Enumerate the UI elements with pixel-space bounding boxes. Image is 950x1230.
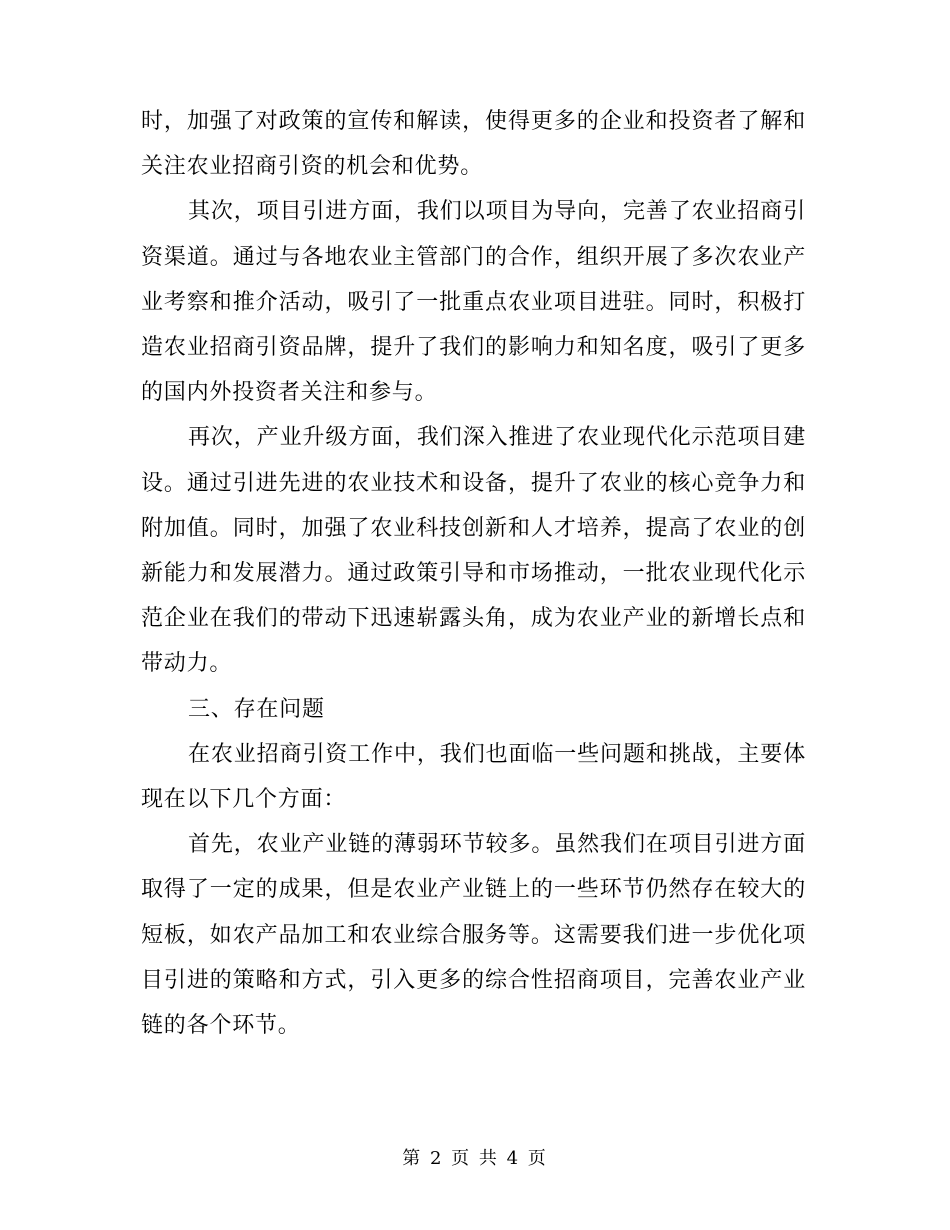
- paragraph-continuation: 时，加强了对政策的宣传和解读，使得更多的企业和投资者了解和关注农业招商引资的机会和优势。: [141, 109, 806, 180]
- document-body: [141, 99, 806, 1048]
- paragraph-industry-upgrade: 再次，产业升级方面，我们深入推进了农业现代化示范项目建设。通过引进先进的农业技术和设备，提升了农业的核心竞争力和附加值。同时，加强了农业科技创新和人才培养，提高了农业的创新能力和发展潜力。通过政策引导和市场推动，一批农业现代化示范企业在我们的带动下迅速崭露头角，成为农业产业的新增长点和带动力。: [141, 425, 806, 677]
- section-heading-problems: 三、存在问题: [188, 696, 325, 722]
- page-number-footer: 第 2 页 共 4 页: [402, 1148, 548, 1169]
- paragraph-industry-chain-weakness: 首先，农业产业链的薄弱环节较多。虽然我们在项目引进方面取得了一定的成果，但是农业产业链上的一些环节仍然存在较大的短板，如农产品加工和农业综合服务等。这需要我们进一步优化项目引进的策略和方式，引入更多的综合性招商项目，完善农业产业链的各个环节。: [141, 832, 806, 1039]
- paragraph-project-introduction: 其次，项目引进方面，我们以项目为导向，完善了农业招商引资渠道。通过与各地农业主管部门的合作，组织开展了多次农业产业考察和推介活动，吸引了一批重点农业项目进驻。同时，积极打造农业招商引资品牌，提升了我们的影响力和知名度，吸引了更多的国内外投资者关注和参与。: [141, 199, 806, 406]
- paragraph-problems-intro: 在农业招商引资工作中，我们也面临一些问题和挑战，主要体现在以下几个方面：: [141, 741, 806, 813]
